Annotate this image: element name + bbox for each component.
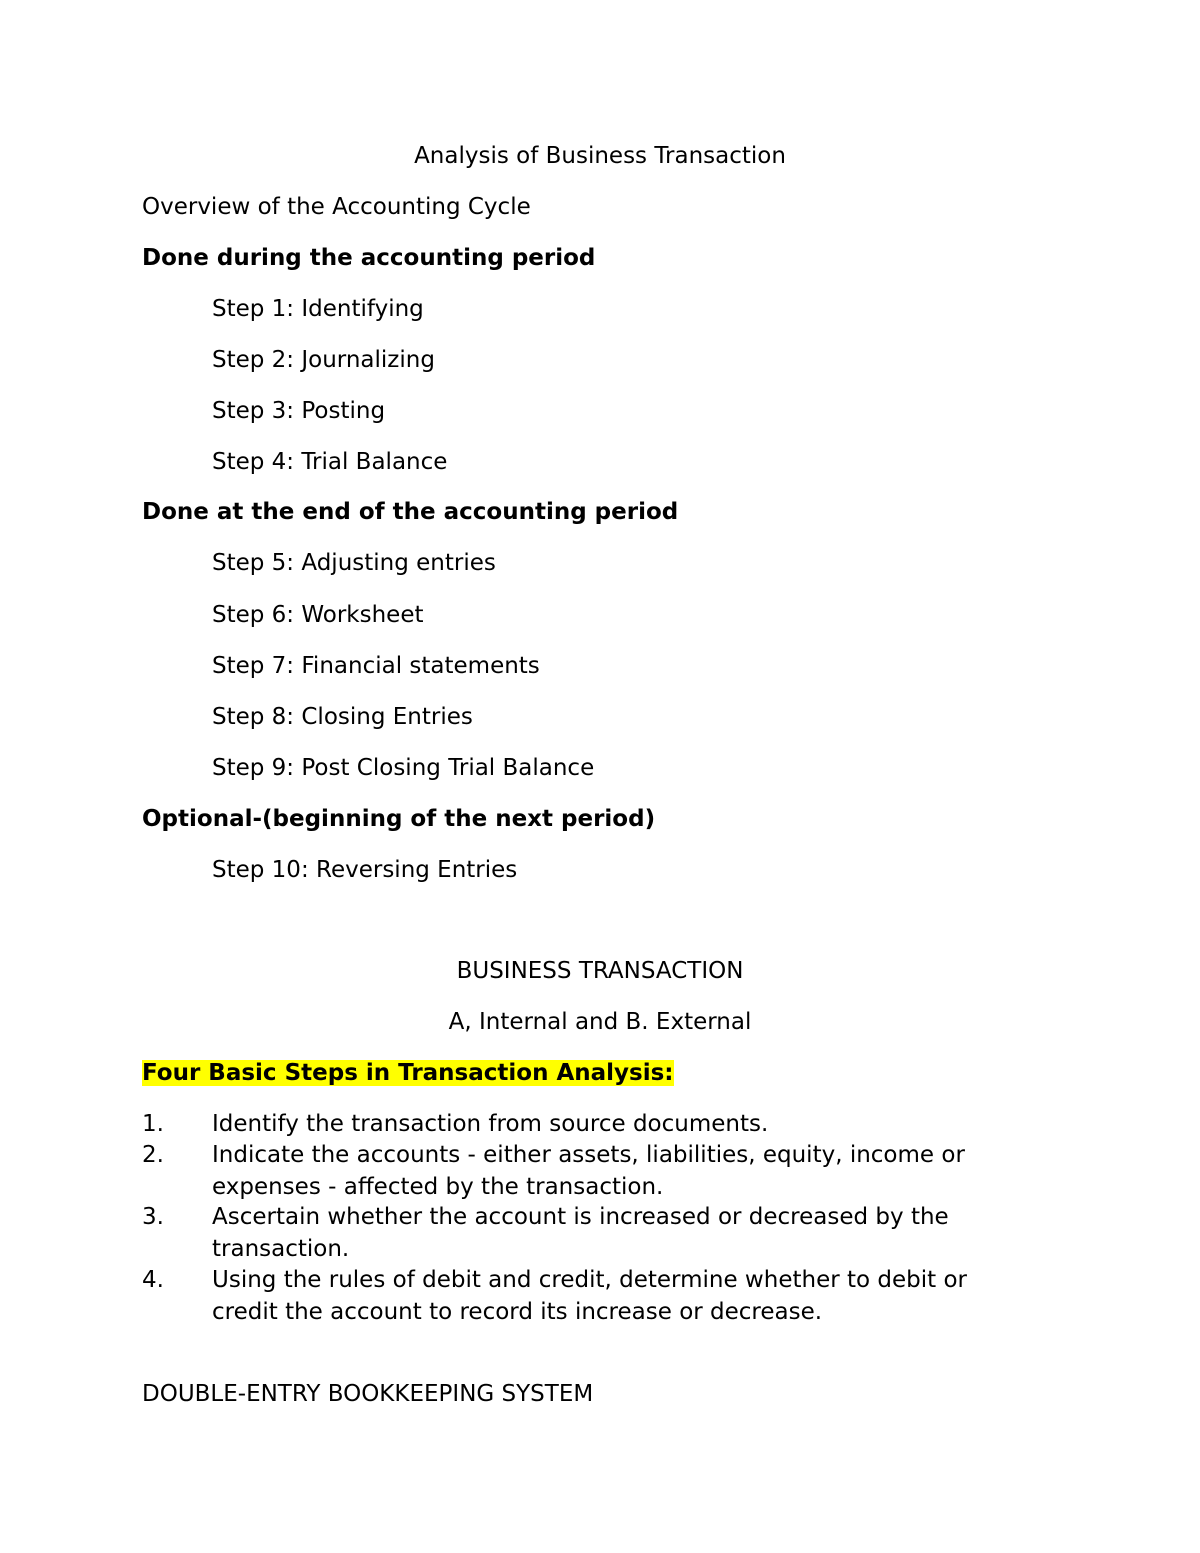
business-transaction-heading: BUSINESS TRANSACTION bbox=[456, 958, 744, 984]
highlighted-heading-text: Four Basic Steps in Transaction Analysis: bbox=[142, 1060, 674, 1086]
document-subtitle: Overview of the Accounting Cycle bbox=[142, 194, 531, 220]
step-item: Step 6: Worksheet bbox=[212, 602, 424, 628]
step-item: Step 1: Identifying bbox=[212, 296, 424, 322]
list-number: 4. bbox=[142, 1267, 164, 1293]
section-heading-optional: Optional-(beginning of the next period) bbox=[142, 806, 656, 832]
list-text: Ascertain whether the account is increased or decreased by the transaction. bbox=[212, 1204, 949, 1262]
step-item: Step 9: Post Closing Trial Balance bbox=[212, 755, 595, 781]
document-title: Analysis of Business Transaction bbox=[414, 143, 786, 169]
four-steps-heading bbox=[142, 1062, 674, 1085]
step-item: Step 7: Financial statements bbox=[212, 653, 540, 679]
business-transaction-types: A, Internal and B. External bbox=[448, 1009, 752, 1035]
double-entry-heading: DOUBLE-ENTRY BOOKKEEPING SYSTEM bbox=[142, 1381, 594, 1407]
list-text: Indicate the accounts - either assets, liabilities, equity, income or expenses - affected by the transaction. bbox=[212, 1142, 965, 1200]
section-heading-end-period: Done at the end of the accounting period bbox=[142, 499, 679, 525]
list-number: 3. bbox=[142, 1204, 164, 1230]
step-item: Step 8: Closing Entries bbox=[212, 704, 473, 730]
step-item: Step 4: Trial Balance bbox=[212, 449, 448, 475]
list-number: 2. bbox=[142, 1142, 164, 1168]
step-item: Step 10: Reversing Entries bbox=[212, 857, 518, 883]
step-item: Step 3: Posting bbox=[212, 398, 386, 424]
step-item: Step 5: Adjusting entries bbox=[212, 550, 496, 576]
step-item: Step 2: Journalizing bbox=[212, 347, 435, 373]
list-number: 1. bbox=[142, 1111, 164, 1137]
list-text: Using the rules of debit and credit, determine whether to debit or credit the account to record its increase or decrease. bbox=[212, 1267, 967, 1325]
list-text: Identify the transaction from source documents. bbox=[212, 1111, 769, 1137]
section-heading-during-period: Done during the accounting period bbox=[142, 245, 596, 271]
